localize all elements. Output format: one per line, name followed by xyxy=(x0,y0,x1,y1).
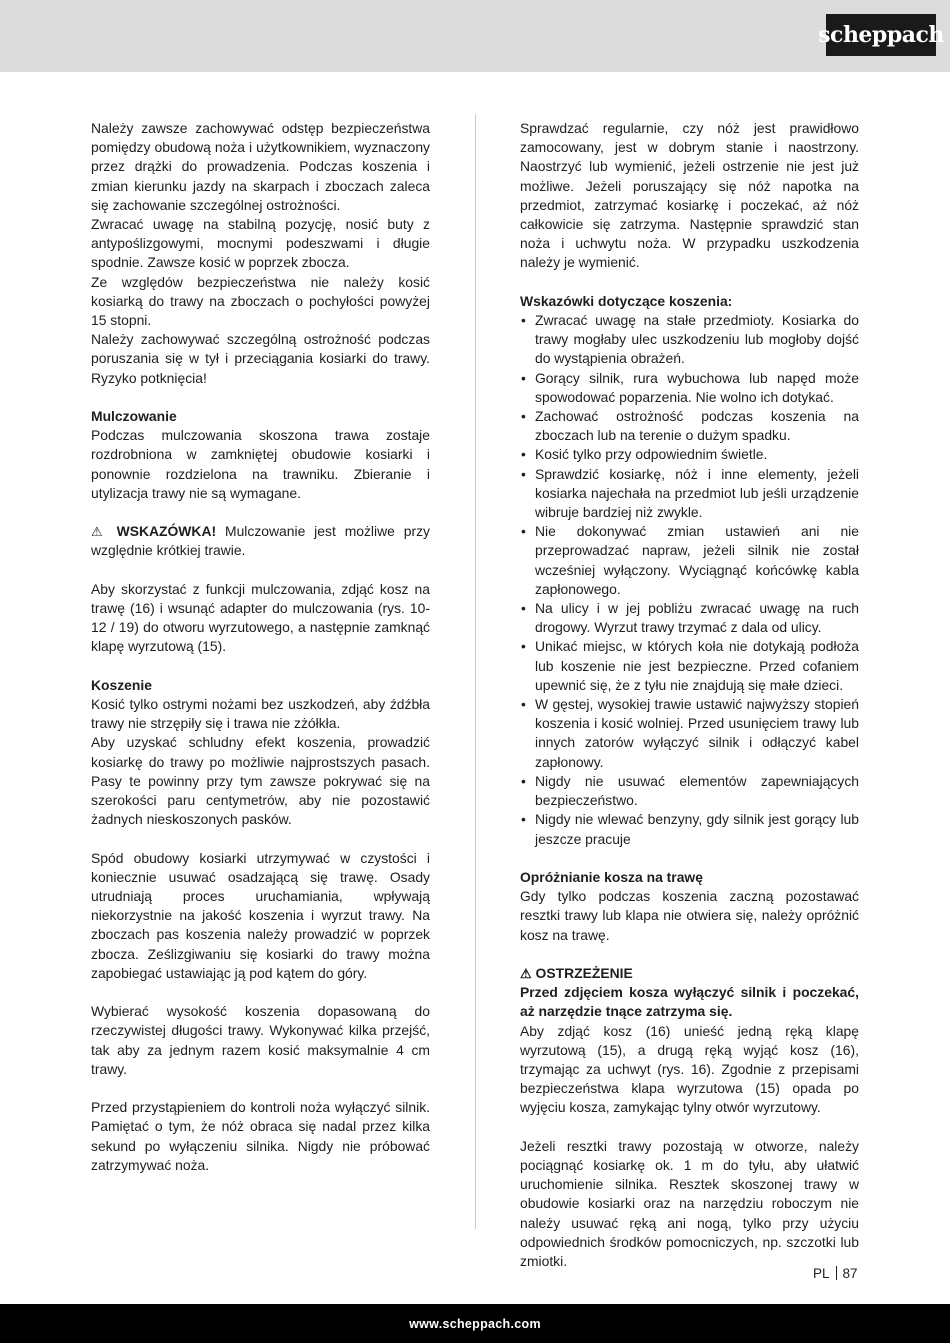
brand-logo: scheppach xyxy=(826,14,936,56)
separator xyxy=(836,1266,837,1280)
list-item: • Unikać miejsc, w których koła nie dotykają podłoża lub koszenie nie jest bezpieczne. Przed cofaniem upewnić się, że z tyłu nie znajdują się małe dzieci. xyxy=(520,637,859,695)
header-bar xyxy=(0,0,950,72)
list-item: • Kosić tylko przy odpowiednim świetle. xyxy=(520,445,859,464)
section-heading-tips: Wskazówki dotyczące koszenia: xyxy=(520,292,733,309)
paragraph: Podczas mulczowania skoszona trawa zostaje rozdrobniona w zamkniętej obudowie kosiarki i ponownie rozdzielona na trawniku. Zbieranie i utylizacja trawy nie są wymagane. xyxy=(91,427,430,501)
section-heading-emptying: Opróżnianie kosza na trawę xyxy=(520,868,703,885)
warning-bold-text: Przed zdjęciem kosza wyłączyć silnik i poczekać, aż narzędzie tnące zatrzyma się. xyxy=(520,984,859,1020)
footer-url[interactable]: www.scheppach.com xyxy=(409,1316,541,1331)
section-heading-mowing: Koszenie xyxy=(91,676,152,693)
list-item: • Zachować ostrożność podczas koszenia na zboczach lub na terenie o dużym spadku. xyxy=(520,407,859,445)
paragraph: Należy zachowywać szczególną ostrożność podczas poruszania się w tył i przeciągania kosiarki do trawy. Ryzyko potknięcia! xyxy=(91,331,430,386)
paragraph: Sprawdzać regularnie, czy nóż jest prawidłowo zamocowany, jest w dobrym stanie i naostrzony. Naostrzyć lub wymienić, jeżeli ostrzenie nie jest już możliwe. Jeżeli poruszający się nóż napotka na przedmiot, zatrzymać kosiarkę i poczekać, aż nóż całkowicie się zatrzyma. Następnie sprawdzić stan noża i uchwytu noża. W przypadku uszkodzenia należy je wymienić. xyxy=(520,120,859,271)
paragraph: Spód obudowy kosiarki utrzymywać w czystości i koniecznie usuwać osadzającą się trawę. Osady utrudniają proces uruchamiania, wpływają niekorzystnie na jakość koszenia i wyrzut trawy. Na zboczach pas koszenia należy prowadzić w poprzek zbocza. Ześlizgiwaniu się kosiarki do trawy można zapobiegać ustawiając ją pod kątem do góry. xyxy=(91,849,430,981)
list-item: • Gorący silnik, rura wybuchowa lub napęd może spowodować poparzenia. Nie wolno ich dotykać. xyxy=(520,369,859,407)
left-column xyxy=(91,119,430,1175)
note-paragraph xyxy=(91,522,430,560)
paragraph: Zwracać uwagę na stabilną pozycję, nosić buty z antypoślizgowymi, mocnymi podeszwami i długie spodnie. Zawsze kosić w poprzek zbocza. xyxy=(91,216,430,271)
language-code: PL xyxy=(813,1266,830,1281)
tips-list xyxy=(520,311,859,849)
paragraph: Aby zdjąć kosz (16) unieść jedną ręką klapę wyrzutową (15), a drugą ręką wyjąć kosz (16), trzymając za uchwyt (rys. 16). Zgodnie z przepisami bezpieczeństwa klapa wyrzutowa (15) opada po wyjęciu kosza, zamykając tylny otwór wyrzutowy. xyxy=(520,1022,859,1116)
paragraph: Aby uzyskać schludny efekt koszenia, prowadzić kosiarkę do trawy po możliwie najprostszych pasach. Pasy te powinny przy tym zawsze pokrywać się na szerokości paru centymetrów, aby nie pozostawić żadnych nieskoszonych pasków. xyxy=(91,734,430,828)
paragraph: Aby skorzystać z funkcji mulczowania, zdjąć kosz na trawę (16) i wsunąć adapter do mulczowania (rys. 10-12 / 19) do otworu wyrzutowego, a następnie zamknąć klapę wyrzutową (15). xyxy=(91,580,430,655)
paragraph: Należy zawsze zachowywać odstęp bezpieczeństwa pomiędzy obudową noża i użytkownikiem, wyznaczony przez drążki do prowadzenia. Podczas koszenia i zmian kierunku jazdy na skarpach i zboczach zaleca się zachowanie szczególnej ostrożności. xyxy=(91,120,430,213)
right-column xyxy=(520,119,859,1271)
footer-bar xyxy=(0,1304,950,1343)
warning-heading xyxy=(520,964,859,983)
warning-label: OSTRZEŻENIE xyxy=(535,964,633,981)
list-item: • Zwracać uwagę na stałe przedmioty. Kosiarka do trawy mogłaby ulec uszkodzeniu lub mogłoby dojść do wystąpienia obrażeń. xyxy=(520,311,859,369)
list-item: • Na ulicy i w jej pobliżu zwracać uwagę na ruch drogowy. Wyrzut trawy trzymać z dala od ulicy. xyxy=(520,599,859,637)
paragraph: Ze względów bezpieczeństwa nie należy kosić kosiarką do trawy na zboczach o pochyłości powyżej 15 stopni. xyxy=(91,273,430,329)
note-text: Mulczowanie jest możliwe przy względnie krótkiej trawie. xyxy=(91,523,430,559)
list-item: • Nigdy nie wlewać benzyny, gdy silnik jest gorący lub jeszcze pracuje xyxy=(520,810,859,848)
paragraph: Gdy tylko podczas koszenia zaczną pozostawać resztki trawy lub klapa nie otwiera się, należy opróżnić kosz na trawę. xyxy=(520,888,859,943)
section-heading-mulching: Mulczowanie xyxy=(91,408,177,425)
paragraph: Jeżeli resztki trawy pozostają w otworze, należy pociągnąć kosiarkę ok. 1 m do tyłu, aby ułatwić uruchomienie silnika. Resztek skoszonej trawy w obudowie kosiarki oraz na narzędziu roboczym nie należy usuwać ręką ani nogą, tylko przy użyciu odpowiednich środków pomocniczych, np. szczotki lub zmiotki. xyxy=(520,1137,859,1269)
column-divider xyxy=(475,114,476,1229)
paragraph: Przed przystąpieniem do kontroli noża wyłączyć silnik. Pamiętać o tym, że nóż obraca się nadal przez kilka sekund po wyłączeniu silnika. Nigdy nie próbować zatrzymywać noża. xyxy=(91,1099,430,1173)
page-number xyxy=(813,1266,858,1281)
list-item: • Sprawdzić kosiarkę, nóż i inne elementy, jeżeli kosiarka najechała na przedmiot lub jeśli urządzenie wibruje bardziej niż zwykle. xyxy=(520,465,859,523)
list-item: • W gęstej, wysokiej trawie ustawić najwyższy stopień koszenia i kosić wolniej. Przed usunięciem trawy lub innych zatorów wyłączyć silnik i odłączyć kabel zapłonowy. xyxy=(520,695,859,772)
note-label: WSKAZÓWKA! xyxy=(116,523,217,540)
list-item: • Nie dokonywać zmian ustawień ani nie przeprowadzać napraw, jeżeli silnik nie został wcześniej wyłączony. Wyciągnąć końcówkę kabla zapłonowego. xyxy=(520,522,859,599)
page-index: 87 xyxy=(842,1266,858,1281)
list-item: • Nigdy nie usuwać elementów zapewniających bezpieczeństwo. xyxy=(520,772,859,810)
paragraph: Wybierać wysokość koszenia dopasowaną do rzeczywistej długości trawy. Wykonywać kilka przejść, tak aby za jednym razem kosić maksymalnie 4 cm trawy. xyxy=(91,1003,430,1077)
warning-icon: ⚠ xyxy=(91,524,108,540)
paragraph: Kosić tylko ostrymi nożami bez uszkodzeń, aby źdźbła trawy nie strzępiły się i trawa nie zżółkła. xyxy=(91,696,430,732)
warning-icon: ⚠ xyxy=(520,965,532,981)
